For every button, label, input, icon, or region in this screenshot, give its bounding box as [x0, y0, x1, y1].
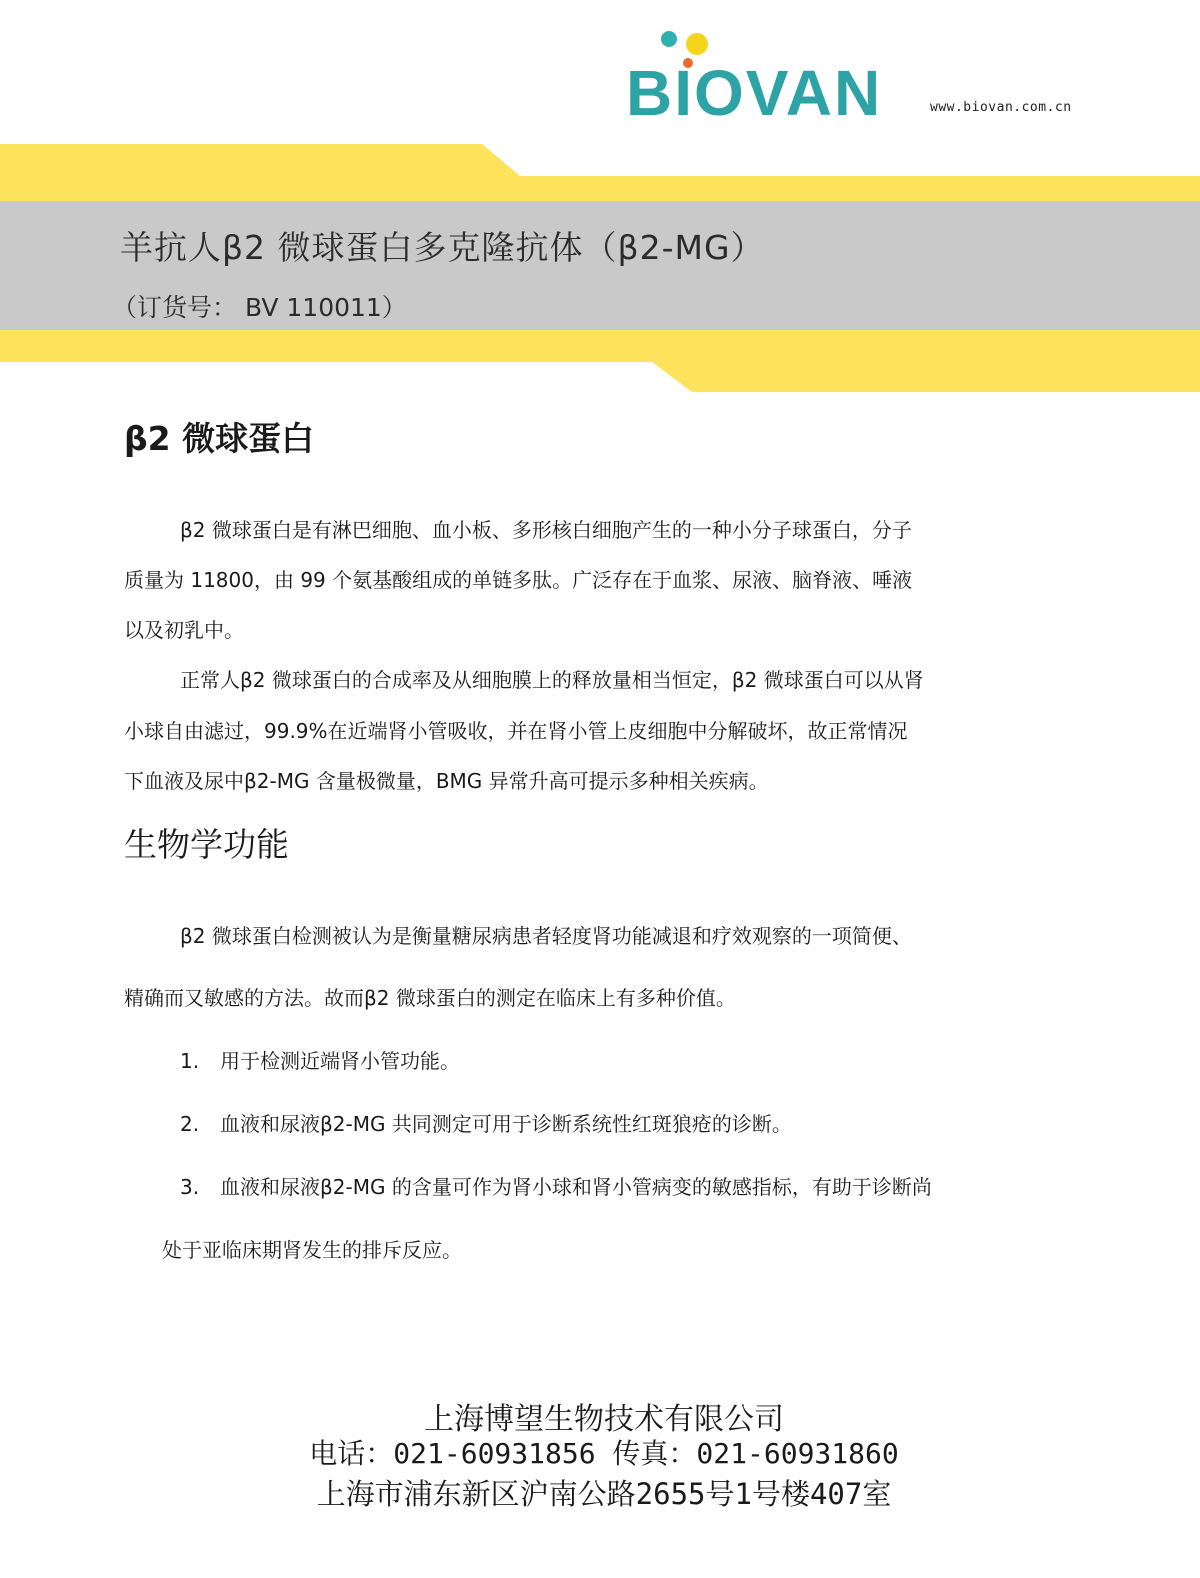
paragraph-line: 质量为 11800，由 99 个氨基酸组成的单链多肽。广泛存在于血浆、尿液、脑脊液、唾液	[124, 568, 913, 592]
footer-company-name: 上海博望生物技术有限公司	[424, 1402, 784, 1437]
product-title: 羊抗人β2 微球蛋白多克隆抗体（β2-MG）	[120, 228, 765, 267]
brand-logo: BIOVAN	[626, 57, 883, 129]
list-number: 3.	[180, 1175, 200, 1199]
order-number: （订货号： BV 110011）	[112, 293, 407, 322]
footer-address: 上海市浦东新区沪南公路2655号1号楼407室	[316, 1477, 892, 1511]
banner-top-stripe	[0, 144, 1200, 202]
section-heading-biological-function: 生物学功能	[124, 825, 289, 864]
paragraph-line: 精确而又敏感的方法。故而β2 微球蛋白的测定在临床上有多种价值。	[124, 986, 736, 1010]
website-url: www.biovan.com.cn	[930, 100, 1072, 115]
banner-bottom-stripe	[0, 330, 1200, 392]
title-banner	[0, 140, 1200, 400]
list-item: 血液和尿液β2-MG 的含量可作为肾小球和肾小管病变的敏感指标，有助于诊断尚	[220, 1175, 932, 1199]
list-item: 血液和尿液β2-MG 共同测定可用于诊断系统性红斑狼疮的诊断。	[220, 1112, 792, 1136]
section-heading-b2-microglobulin: β2 微球蛋白	[124, 419, 315, 458]
list-number: 1.	[180, 1049, 200, 1073]
paragraph-line: 下血液及尿中β2-MG 含量极微量，BMG 异常升高可提示多种相关疾病。	[124, 769, 769, 793]
paragraph-line: 小球自由滤过，99.9%在近端肾小管吸收，并在肾小管上皮细胞中分解破坏，故正常情况	[124, 719, 908, 743]
paragraph-line: β2 微球蛋白检测被认为是衡量糖尿病患者轻度肾功能减退和疗效观察的一项简便、	[180, 924, 912, 948]
paragraph-line: 以及初乳中。	[124, 618, 244, 642]
paragraph-line: 正常人β2 微球蛋白的合成率及从细胞膜上的释放量相当恒定，β2 微球蛋白可以从肾	[180, 668, 924, 692]
footer-contact: 电话：021-60931856 传真：021-60931860	[309, 1437, 899, 1470]
paragraph-line: β2 微球蛋白是有淋巴细胞、血小板、多形核白细胞产生的一种小分子球蛋白，分子	[180, 518, 912, 542]
list-item-continuation: 处于亚临床期肾发生的排斥反应。	[162, 1238, 462, 1262]
list-item: 用于检测近端肾小管功能。	[220, 1049, 460, 1073]
list-number: 2.	[180, 1112, 200, 1136]
